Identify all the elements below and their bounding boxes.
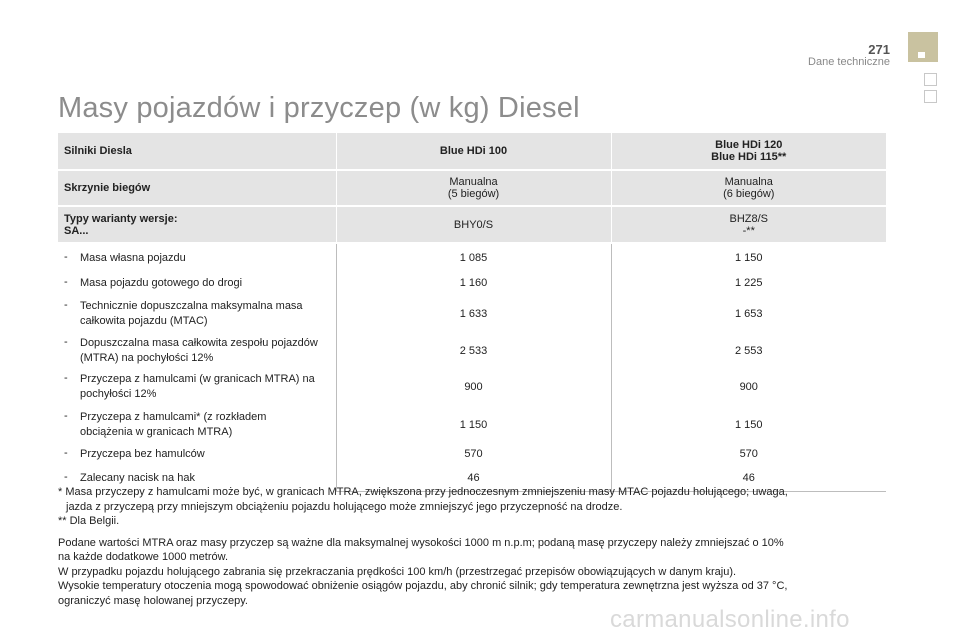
engines-row [58, 133, 886, 170]
types-row [58, 206, 886, 243]
paragraph-3-line2: ograniczyć masę holowanej przyczepy. [58, 594, 248, 607]
table-row [58, 243, 886, 272]
row-dash: - [64, 470, 68, 483]
row-value-col2: 570 [611, 443, 886, 465]
row-dash: - [64, 275, 68, 288]
row-value-col1: 570 [336, 443, 611, 465]
footnote-1-line2: jazda z przyczepą przy mniejszym obciążeniu pojazdu holującego może zmniejszyć jego przyczepność na drodze. [66, 500, 623, 513]
row-value-col2: 1 653 [611, 294, 886, 333]
page-number: 271 [868, 42, 890, 57]
gearbox-col1-line2: (5 biegów) [447, 188, 500, 200]
engine-col1: Blue HDi 100 [336, 133, 611, 170]
engine-col2-line1: Blue HDi 120 [715, 139, 783, 151]
engine-col2 [611, 133, 886, 170]
row-label: Przyczepa z hamulcami* (z rozkładem obciążenia w granicach MTRA) [80, 410, 267, 438]
watermark: carmanualsonline.info [610, 606, 850, 633]
table-row [58, 272, 886, 294]
row-label: Dopuszczalna masa całkowita zespołu pojazdów (MTRA) na pochyłości 12% [80, 336, 318, 364]
row-dash: - [64, 409, 68, 422]
chapter-tab-empty-2 [924, 90, 937, 103]
chapter-tab-empty-1 [924, 73, 937, 86]
table-row [58, 294, 886, 333]
gearbox-col1 [336, 170, 611, 206]
section-label: Dane techniczne [808, 56, 890, 68]
chapter-tab [908, 32, 938, 62]
row-label: Technicznie dopuszczalna maksymalna masa całkowita pojazdu (MTAC) [80, 299, 303, 327]
paragraph-1-line2: na każde dodatkowe 1000 metrów. [58, 551, 229, 563]
footnote-2: ** Dla Belgii. [58, 515, 120, 527]
table-row [58, 406, 886, 443]
row-dash: - [64, 446, 68, 459]
weights-table [58, 133, 886, 492]
types-col2 [611, 206, 886, 243]
row-value-col1: 900 [336, 368, 611, 406]
engines-label: Silniki Diesla [58, 133, 336, 170]
gearbox-row [58, 170, 886, 206]
row-value-col1: 1 633 [336, 294, 611, 333]
row-value-col1: 2 533 [336, 333, 611, 368]
row-value-col2: 1 150 [611, 406, 886, 443]
page-title: Masy pojazdów i przyczep (w kg) Diesel [58, 92, 580, 124]
gearbox-col2-line2: (6 biegów) [723, 188, 775, 200]
gearbox-col1-line1: Manualna [449, 176, 498, 188]
paragraph-2: W przypadku pojazdu holującego zabrania się przekraczania prędkości 100 km/h (przestrzegać przepisów obowiązujących w danym kraju). [58, 565, 737, 578]
table-row [58, 443, 886, 465]
row-dash: - [64, 335, 68, 348]
row-label: Masa własna pojazdu [80, 251, 186, 264]
row-value-col2: 900 [611, 368, 886, 406]
row-value-col2: 46 [611, 465, 886, 492]
row-value-col1: 1 160 [336, 272, 611, 294]
table-row [58, 333, 886, 368]
types-col2-line2: -** [742, 224, 755, 237]
gearbox-col2 [611, 170, 886, 206]
row-dash: - [64, 298, 68, 311]
footnote-1-line1: * Masa przyczepy z hamulcami może być, w granicach MTRA, zwiększona przy jednoczesnym zmniejszeniu masy MTAC pojazdu holującego; uwaga, [58, 486, 788, 498]
row-value-col2: 2 553 [611, 333, 886, 368]
engine-col2-line2: Blue HDi 115** [711, 151, 787, 163]
types-label-line2: SA... [64, 224, 89, 237]
row-label: Zalecany nacisk na hak [80, 471, 195, 484]
table-row [58, 368, 886, 406]
gearbox-col2-line1: Manualna [724, 176, 773, 188]
types-col1: BHY0/S [336, 206, 611, 243]
paragraph-3-line1: Wysokie temperatury otoczenia mogą spowodować obniżenie osiągów pojazdu, aby chronić silnik; gdy temperatura zewnętrzna jest wyższa od 37 °C, [58, 580, 788, 592]
paragraph-1-line1: Podane wartości MTRA oraz masy przyczep są ważne dla maksymalnej wysokości 1000 m n.p.m; podaną masę przyczepy należy zmniejszać o 10% [58, 536, 784, 549]
row-dash: - [64, 372, 68, 384]
row-value-col1: 1 085 [336, 243, 611, 272]
row-value-col2: 1 150 [611, 243, 886, 272]
row-dash: - [64, 250, 68, 263]
row-value-col2: 1 225 [611, 272, 886, 294]
types-col2-line1: BHZ8/S [729, 212, 768, 225]
footnotes [58, 485, 888, 608]
row-label: Przyczepa z hamulcami (w granicach MTRA) na pochyłości 12% [80, 373, 315, 400]
row-label: Masa pojazdu gotowego do drogi [80, 276, 243, 289]
row-value-col1: 1 150 [336, 406, 611, 443]
gearbox-label: Skrzynie biegów [58, 170, 336, 206]
types-label-line1: Typy warianty wersje: [64, 212, 178, 225]
row-label: Przyczepa bez hamulców [80, 447, 205, 460]
row-value-col1: 46 [336, 465, 611, 492]
types-label [58, 206, 336, 243]
chapter-tab-mark [918, 52, 925, 58]
